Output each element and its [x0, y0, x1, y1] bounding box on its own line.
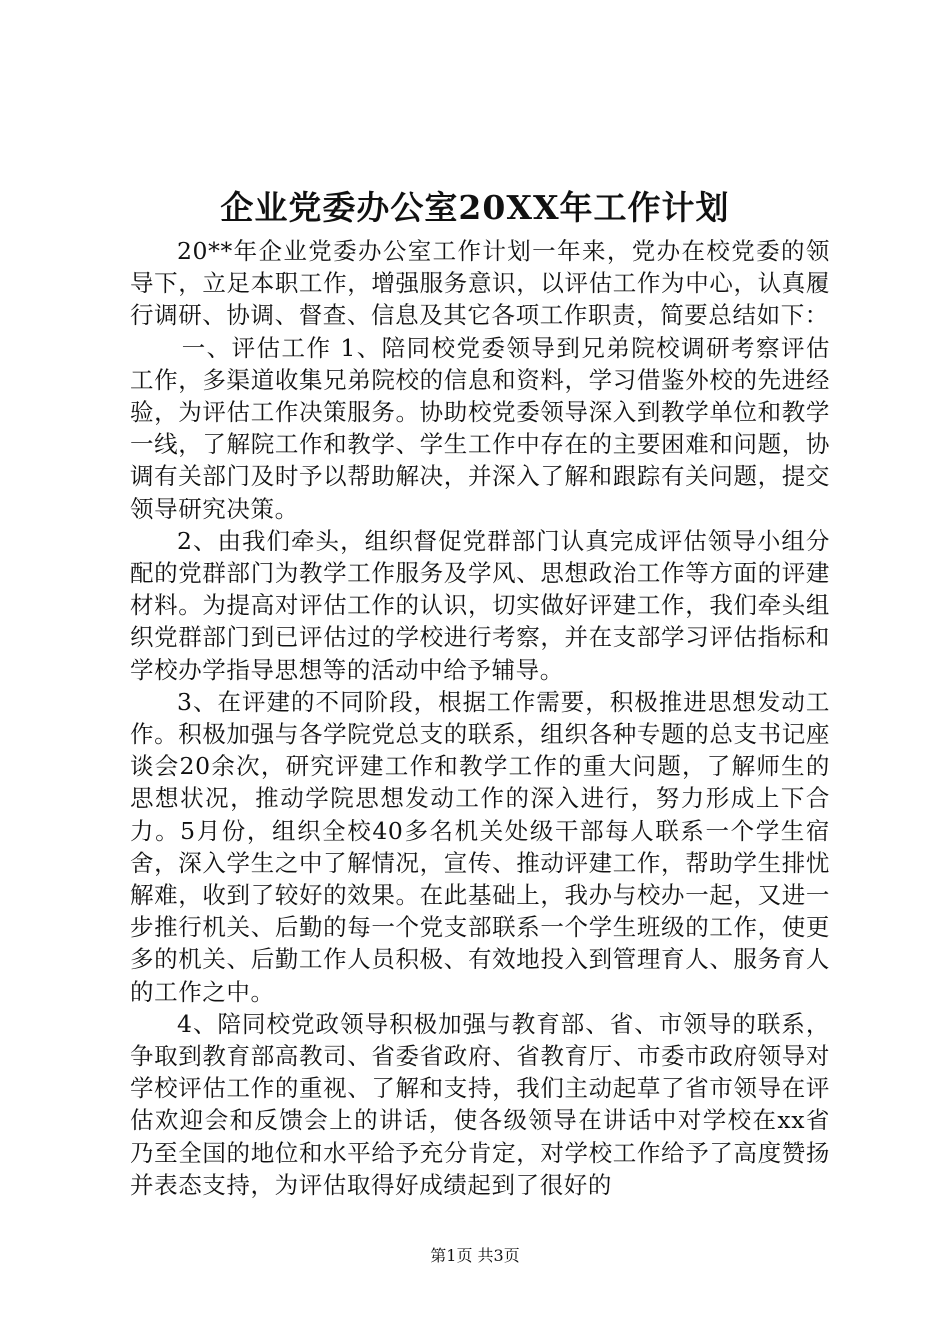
document-title: 企业党委办公室20XX年工作计划: [220, 188, 730, 227]
paragraph-item-3: 3、在评建的不同阶段，根据工作需要，积极推进思想发动工作。积极加强与各学院党总支的联系，组织各种专题的总支书记座谈会20余次，研究评建工作和教学工作的重大问题，了解师生的思想状况，推动学院思想发动工作的深入进行，努力形成上下合力。5月份，组织全校40多名机关处级干部每人联系一个学生宿舍，深入学生之中了解情况，宣传、推动评建工作，帮助学生排忧解难，收到了较好的效果。在此基础上，我办与校办一起，又进一步推行机关、后勤的每一个党支部联系一个学生班级的工作，使更多的机关、后勤工作人员积极、有效地投入到管理育人、服务育人的工作之中。: [130, 687, 830, 1006]
paragraph-intro: 20**年企业党委办公室工作计划一年来，党办在校党委的领导下，立足本职工作，增强服务意识，以评估工作为中心，认真履行调研、协调、督查、信息及其它各项工作职责，简要总结如下：: [130, 237, 830, 330]
document-body: [130, 235, 830, 1201]
page-footer: 第1页 共3页: [430, 1246, 520, 1265]
paragraph-item-4: 4、陪同校党政领导积极加强与教育部、省、市领导的联系，争取到教育部高教司、省委省政府、省教育厅、市委市政府领导对学校评估工作的重视、了解和支持，我们主动起草了省市领导在评估欢迎会和反馈会上的讲话，使各级领导在讲话中对学校在xx省乃至全国的地位和水平给予充分肯定，对学校工作给予了高度赞扬并表态支持，为评估取得好成绩起到了很好的: [130, 1009, 830, 1199]
paragraph-item-2: 2、由我们牵头，组织督促党群部门认真完成评估领导小组分配的党群部门为教学工作服务及学风、思想政治工作等方面的评建材料。为提高对评估工作的认识，切实做好评建工作，我们牵头组织党群部门到已评估过的学校进行考察，并在支部学习评估指标和学校办学指导思想等的活动中给予辅导。: [130, 526, 830, 684]
paragraph-section-1: 一、评估工作 1、陪同校党委领导到兄弟院校调研考察评估工作，多渠道收集兄弟院校的信息和资料，学习借鉴外校的先进经验，为评估工作决策服务。协助校党委领导深入到教学单位和教学一线，了解院工作和教学、学生工作中存在的主要困难和问题，协调有关部门及时予以帮助解决，并深入了解和跟踪有关问题，提交领导研究决策。: [130, 333, 830, 523]
